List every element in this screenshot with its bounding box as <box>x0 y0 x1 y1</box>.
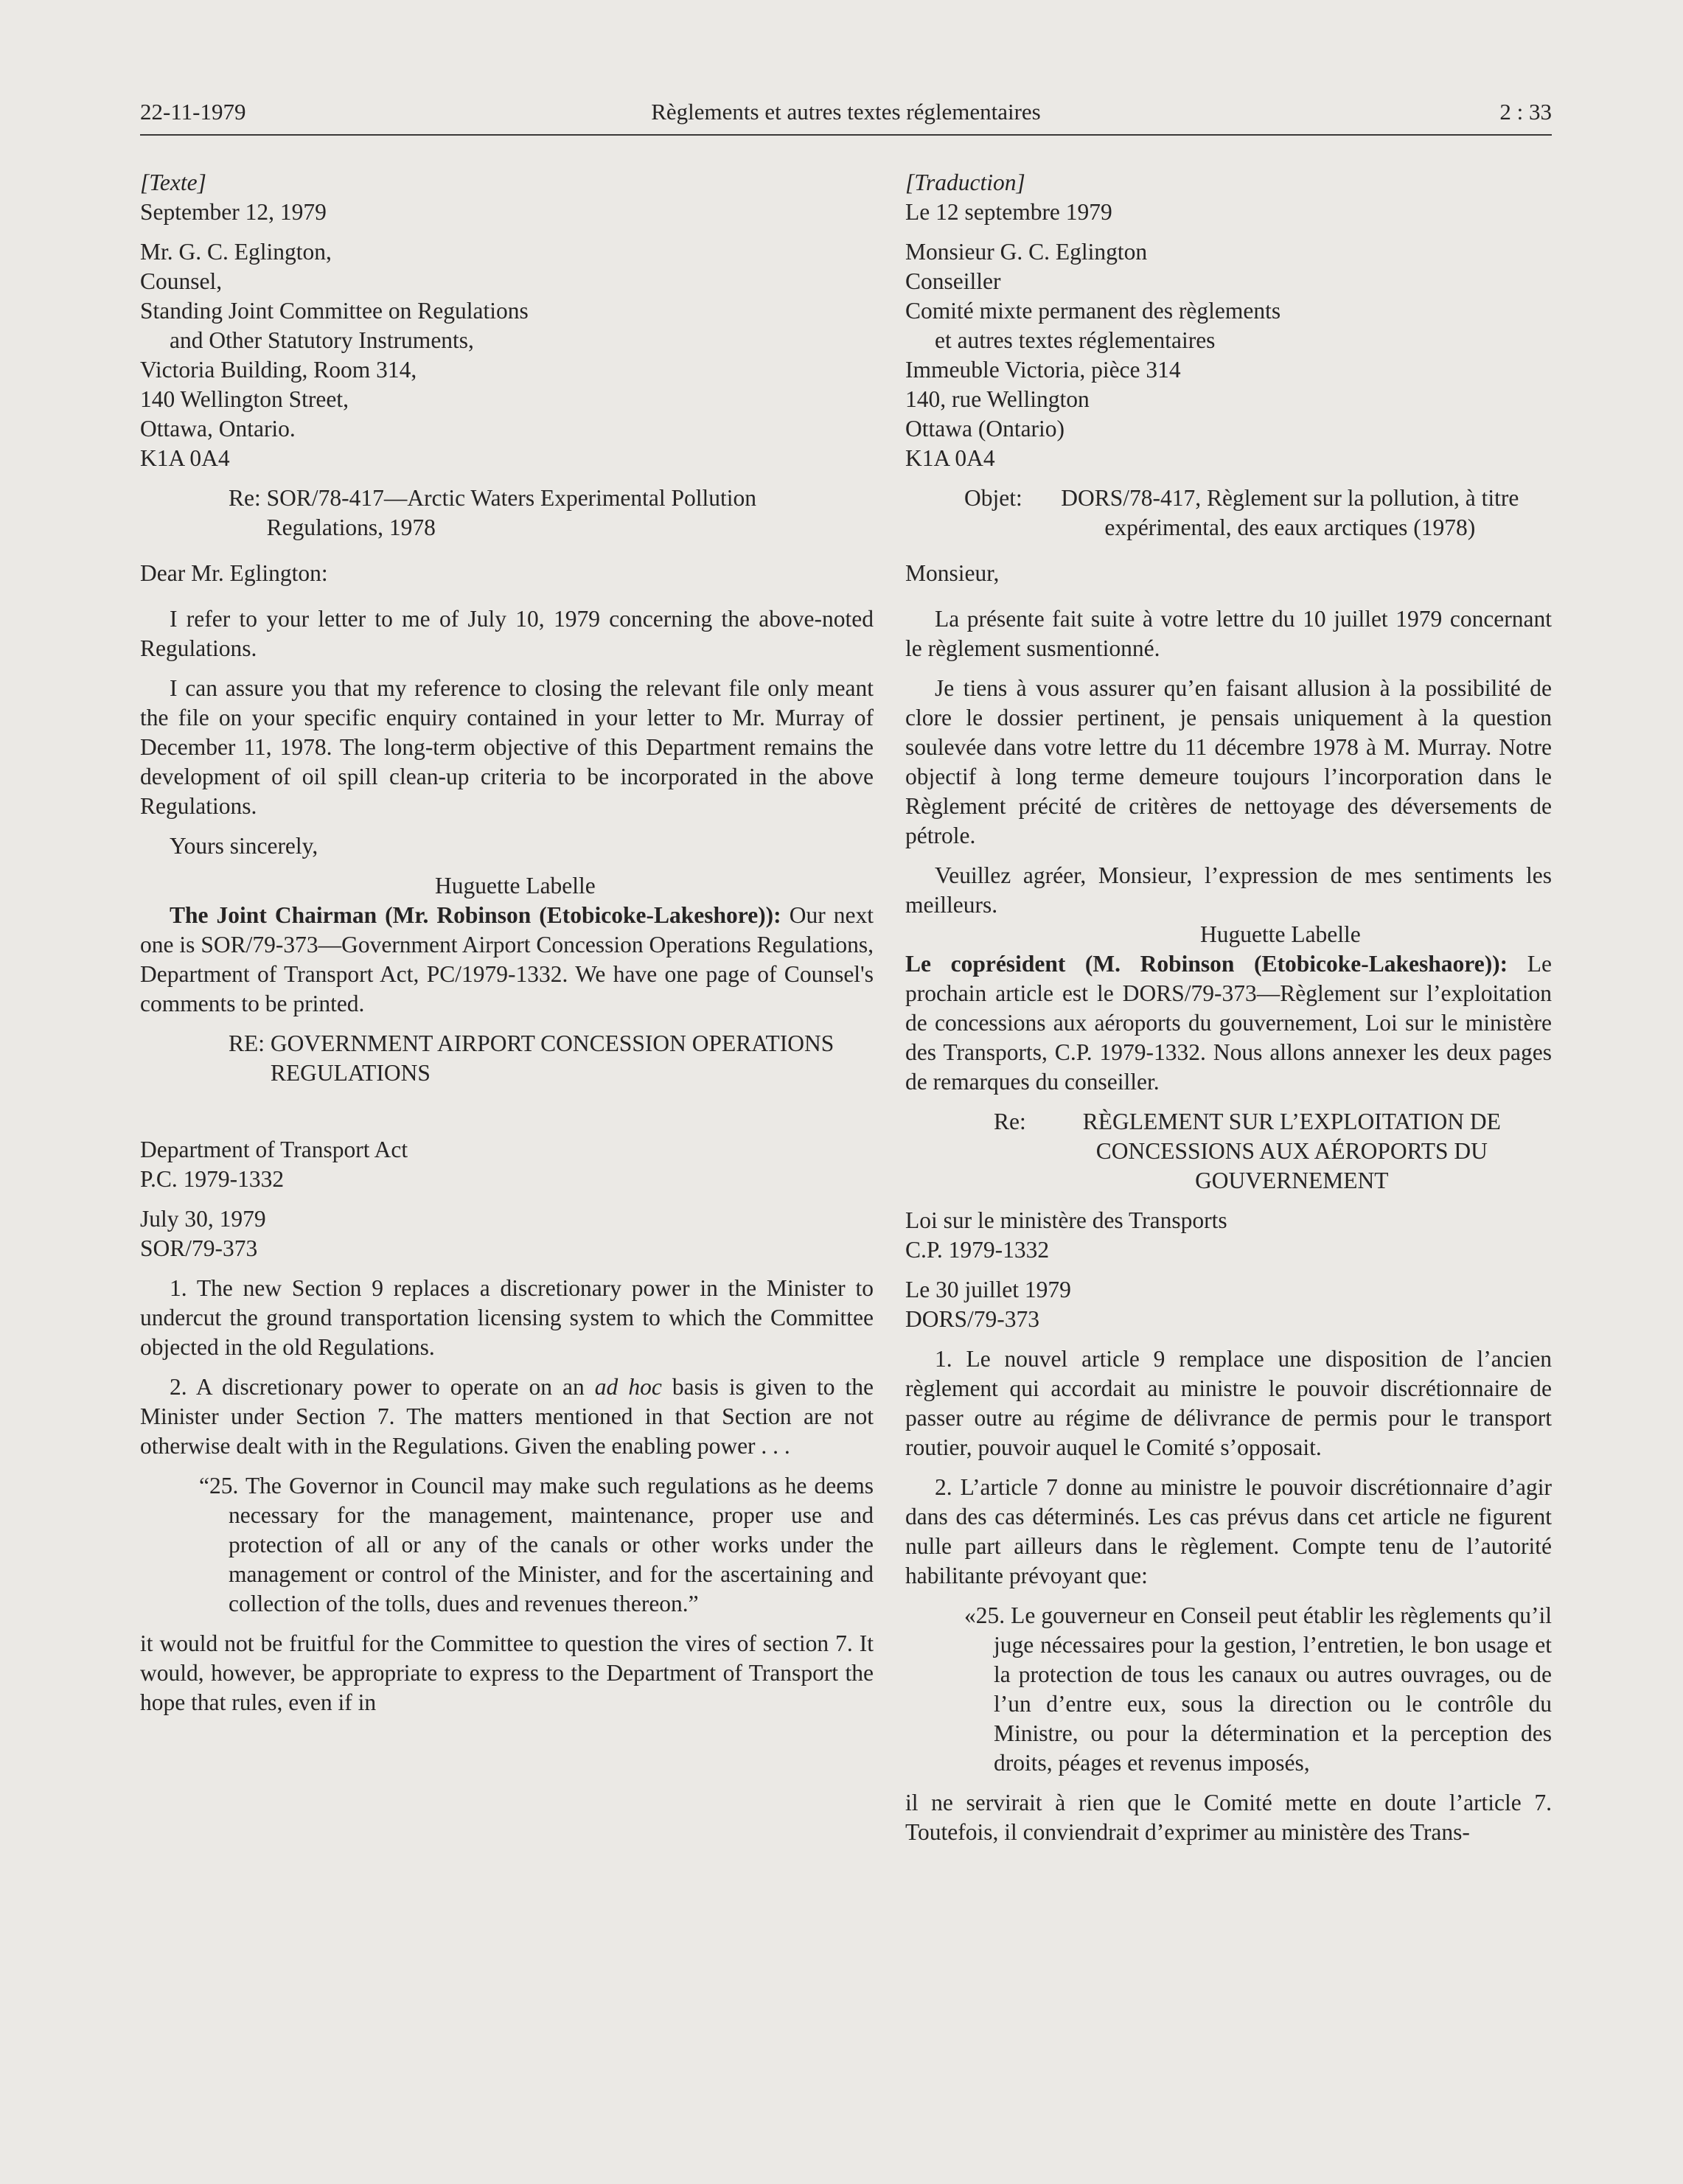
chairman-remark <box>905 949 1552 1097</box>
letter-date: September 12, 1979 <box>140 199 327 225</box>
address-line: Mr. G. C. Eglington, <box>140 239 332 265</box>
french-column <box>905 168 1552 1847</box>
paragraph: La présente fait suite à votre lettre du 10 juillet 1979 concernant le règlement susmentionné. <box>905 606 1552 661</box>
subject-label: Objet: <box>964 485 1022 511</box>
header-title: Règlements et autres textes réglementaires <box>651 99 1041 125</box>
section-heading <box>905 1107 1552 1196</box>
address-line: Counsel, <box>140 268 223 294</box>
address-line: Comité mixte permanent des règlements <box>905 298 1281 324</box>
text-tag: [Texte] <box>140 170 206 195</box>
numbered-item: 1. Le nouvel article 9 remplace une disposition de l’ancien règlement qui accordait au ministre le pouvoir discrétionnaire de passer outre au régime de délivrance de permis pour le transport routier, pouvoir auquel le Comité s’opposait. <box>905 1346 1552 1460</box>
signature: Huguette Labelle <box>1200 921 1361 947</box>
paragraph: it would not be fruitful for the Committee to question the vires of section 7. It would, however, be appropriate to express to the Department of Transport the hope that rules, even if in <box>140 1630 874 1715</box>
block-quote: “25. The Governor in Council may make such regulations as he deems necessary for the management, maintenance, proper use and protection of all or any of the canals or other works under the management or control of the Minister, and for the ascertaining and collection of the tolls, dues and revenues thereon.” <box>199 1473 874 1616</box>
address-line: Immeuble Victoria, pièce 314 <box>905 357 1181 383</box>
subject-line <box>140 484 874 542</box>
translation-tag: [Traduction] <box>905 170 1025 195</box>
heading-text: RÈGLEMENT SUR L’EXPLOITATION DE CONCESSIONS AUX AÉROPORTS DU GOUVERNEMENT <box>1082 1109 1501 1193</box>
reference-act: Department of Transport Act <box>140 1137 408 1162</box>
running-header <box>140 93 1552 136</box>
speaker-name: The Joint Chairman (Mr. Robinson (Etobicoke-Lakeshore)): <box>170 902 781 928</box>
english-column <box>140 168 874 1717</box>
header-date: 22-11-1979 <box>140 99 246 125</box>
chairman-remark <box>140 901 874 1019</box>
address-line: Victoria Building, Room 314, <box>140 357 417 383</box>
salutation: Monsieur, <box>905 560 1000 586</box>
subject-text: DORS/78-417, Règlement sur la pollution, à titre expérimental, des eaux arctiques (1978) <box>1061 485 1519 540</box>
block-quote: «25. Le gouverneur en Conseil peut établir les règlements qu’il juge nécessaires pour la gestion, l’entretien, le bon usage et la protection de tous les canaux ou autres ouvrages, ou de l’un d’entre eux, sous la direction ou le contrôle du Ministre, ou pour la détermination et la perception des droits, péages et revenus imposés, <box>964 1602 1552 1776</box>
reference-act: Loi sur le ministère des Transports <box>905 1207 1227 1233</box>
reference-sor: DORS/79-373 <box>905 1306 1040 1332</box>
address-block <box>140 237 874 473</box>
address-line: K1A 0A4 <box>905 445 995 471</box>
address-line: Monsieur G. C. Eglington <box>905 239 1148 265</box>
address-line: et autres textes réglementaires <box>935 327 1216 353</box>
address-line: 140, rue Wellington <box>905 386 1090 412</box>
letter-date: Le 12 septembre 1979 <box>905 199 1112 225</box>
section-heading <box>140 1029 874 1088</box>
signature: Huguette Labelle <box>435 873 596 899</box>
address-line: K1A 0A4 <box>140 445 230 471</box>
heading-text: GOVERNMENT AIRPORT CONCESSION OPERATIONS REGULATIONS <box>270 1030 834 1086</box>
salutation: Dear Mr. Eglington: <box>140 560 328 586</box>
paragraph: I refer to your letter to me of July 10, 1979 concerning the above-noted Regulations. <box>140 606 874 661</box>
address-line: Standing Joint Committee on Regulations <box>140 298 529 324</box>
reference-date: July 30, 1979 <box>140 1206 266 1232</box>
address-line: Conseiller <box>905 268 1001 294</box>
paragraph: I can assure you that my reference to closing the relevant file only meant the file on your specific enquiry contained in your letter to Mr. Murray of December 11, 1978. The long-term objective of this Department remains the development of oil spill clean-up criteria to be incorporated in the above Regulations. <box>140 675 874 819</box>
reference-date: Le 30 juillet 1979 <box>905 1277 1071 1302</box>
reference-sor: SOR/79-373 <box>140 1235 258 1261</box>
reference-block <box>905 1206 1552 1334</box>
paragraph: Je tiens à vous assurer qu’en faisant allusion à la possibilité de clore le dossier pertinent, je pensais uniquement à la question soulevée dans votre lettre du 11 décembre 1978 à M. Murray. Notre objectif à long terme demeure toujours l’incorporation dans le Règlement précité de critères de nettoyage des déversements de pétrole. <box>905 675 1552 848</box>
address-line: 140 Wellington Street, <box>140 386 349 412</box>
numbered-item: 1. The new Section 9 replaces a discretionary power in the Minister to undercut the ground transportation licensing system to which the Committee objected in the old Regulations. <box>140 1275 874 1360</box>
heading-label: Re: <box>994 1109 1026 1134</box>
remark-text: Le prochain article est le DORS/79-373—Règlement sur l’exploitation de concessions aux aéroports du gouvernement, Loi sur le ministère des Transports, C.P. 1979-1332. Nous allons annexer les deux pages de remarques du conseiller. <box>905 951 1552 1095</box>
letter-closing: Veuillez agréer, Monsieur, l’expression de mes sentiments les meilleurs. <box>905 862 1552 918</box>
reference-block <box>140 1135 874 1263</box>
subject-text: SOR/78-417—Arctic Waters Experimental Pollution Regulations, 1978 <box>266 485 757 540</box>
address-line: Ottawa (Ontario) <box>905 416 1065 442</box>
address-line: and Other Statutory Instruments, <box>170 327 474 353</box>
heading-label: RE: <box>229 1030 265 1056</box>
paragraph: il ne servirait à rien que le Comité mette en doute l’article 7. Toutefois, il conviendrait d’exprimer au ministère des Trans- <box>905 1790 1552 1845</box>
subject-label: Re: <box>229 485 261 511</box>
reference-pc: P.C. 1979-1332 <box>140 1166 285 1192</box>
numbered-item: 2. A discretionary power to operate on an ad hoc basis is given to the Minister under Section 7. The matters mentioned in that Section are not otherwise dealt with in the Regulations. Given the enabling power . . . <box>140 1374 874 1459</box>
remark-text: Our next one is SOR/79-373—Government Airport Concession Operations Regulations, Department of Transport Act, PC/1979-1332. We have one page of Counsel's comments to be printed. <box>140 902 874 1016</box>
speaker-name: Le coprésident (M. Robinson (Etobicoke-Lakeshaore)): <box>905 951 1508 977</box>
subject-line <box>905 484 1552 542</box>
address-block <box>905 237 1552 473</box>
letter-closing: Yours sincerely, <box>170 833 318 859</box>
numbered-item: 2. L’article 7 donne au ministre le pouvoir discrétionnaire d’agir dans des cas déterminés. Les cas prévus dans cet article ne figurent nulle part ailleurs dans le règlement. Compte tenu de l’autorité habilitante prévoyant que: <box>905 1474 1552 1588</box>
address-line: Ottawa, Ontario. <box>140 416 296 442</box>
header-page-number: 2 : 33 <box>1499 99 1552 125</box>
reference-pc: C.P. 1979-1332 <box>905 1237 1050 1263</box>
